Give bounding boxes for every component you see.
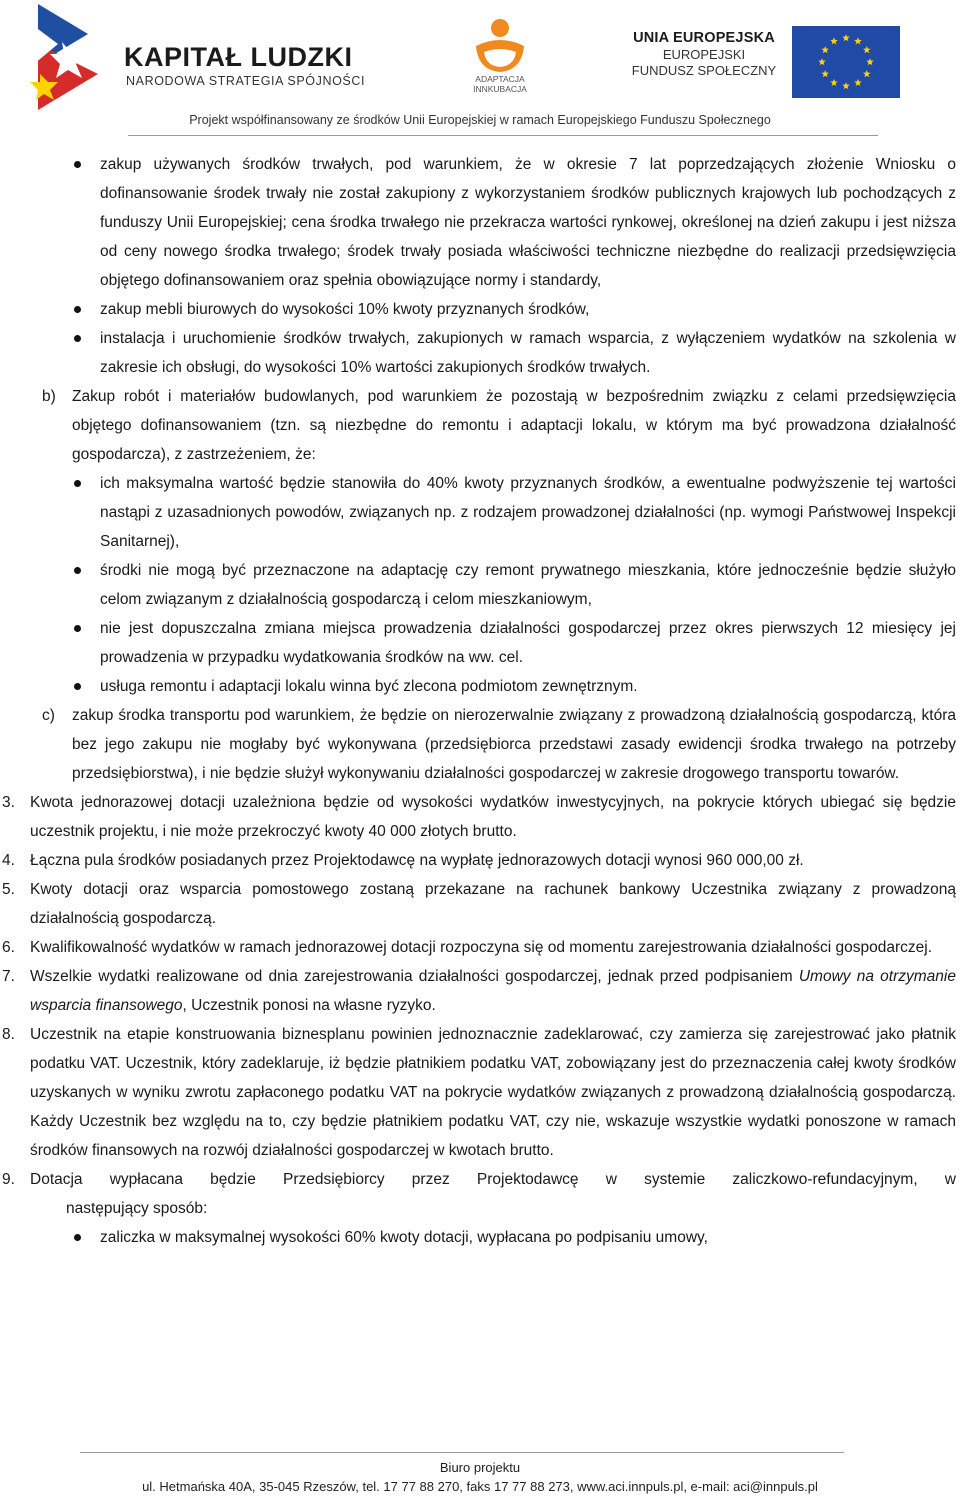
list-item bbox=[0, 469, 960, 556]
footer-divider bbox=[80, 1452, 844, 1453]
item-7 bbox=[0, 962, 960, 1020]
bullet-icon bbox=[74, 161, 81, 168]
adaptacja-line: ADAPTACJA bbox=[475, 74, 525, 84]
item-3-text: Kwota jednorazowej dotacji uzależniona będzie od wysokości wydatków inwestycyjnych, na pokrycie których ubiegać się będzie uczestnik projektu, i nie może przekroczyć kwoty 40 000 złotych brutto. bbox=[30, 794, 956, 840]
item-7-text-post: , Uczestnik ponosi na własne ryzyko. bbox=[182, 997, 436, 1014]
header-divider bbox=[128, 135, 878, 136]
cofinancing-caption: Projekt współfinansowany ze środków Unii Europejskiej w ramach Europejskiego Funduszu Społecznego bbox=[189, 113, 771, 127]
item-b bbox=[0, 382, 960, 469]
list-item bbox=[0, 672, 960, 701]
innkubacja-line: INNKUBACJA bbox=[473, 84, 527, 94]
item-6-text: Kwalifikowalność wydatków w ramach jednorazowej dotacji rozpoczyna się od momentu zarejestrowania działalności gospodarczej. bbox=[30, 939, 933, 956]
item-c-label: c) bbox=[42, 707, 55, 724]
item-b-text: Zakup robót i materiałów budowlanych, pod warunkiem że pozostają w bezpośrednim związku z celami przedsięwzięcia objętego dofinansowaniem (tzn. są niezbędne do remontu i adaptacji lokalu, w którym ma być prowadzona działalność gospodarcza), z zastrzeżeniem, że: bbox=[72, 388, 956, 463]
item-7-text-pre: Wszelkie wydatki realizowane od dnia zarejestrowania działalności gospodarczej, jednak przed podpisaniem bbox=[30, 968, 799, 985]
list-item-text: zaliczka w maksymalnej wysokości 60% kwoty dotacji, wypłacana po podpisaniu umowy, bbox=[100, 1229, 708, 1246]
item-5 bbox=[0, 875, 960, 933]
list-item-text: ich maksymalna wartość będzie stanowiła do 40% kwoty przyznanych środków, a ewentualne podwyższenie tej wartości nastąpi z uzasadnionych powodów, związanych np. z rodzajem prowadzonej działalności (np. wymogi Państwowej Inspekcji Sanitarnej), bbox=[100, 475, 956, 550]
item-6-label: 6. bbox=[2, 939, 15, 956]
footer-address: ul. Hetmańska 40A, 35-045 Rzeszów, tel. 17 77 88 270, faks 17 77 88 273, www.aci.innpuls.pl, e-mail: aci@innpuls.pl bbox=[142, 1479, 818, 1494]
item-b-label: b) bbox=[42, 388, 56, 405]
list-item-text: zakup używanych środków trwałych, pod warunkiem, że w okresie 7 lat poprzedzających złożenie Wniosku o dofinansowanie środek trwały nie został zakupiony z wykorzystaniem środków publicznych krajowych lub pochodzących z funduszy Unii Europejskiej; cena środka trwałego nie przekracza wartości rynkowej, określonej na dzień zakupu i jest niższa od ceny nowego środka trwałego; środek trwały posiada właściwości techniczne niezbędne do realizacji przedsięwzięcia objętego dofinansowaniem oraz spełnia obowiązujące normy i standardy, bbox=[100, 156, 956, 289]
item-4-label: 4. bbox=[2, 852, 15, 869]
list-item-text: środki nie mogą być przeznaczone na adaptację czy remont prywatnego mieszkania, które jednocześnie będzie służyło celom związanym z działalnością gospodarczą i celom mieszkaniowym, bbox=[100, 562, 956, 608]
kapital-ludzki-title: KAPITAŁ LUDZKI bbox=[124, 42, 353, 72]
item-9 bbox=[0, 1165, 960, 1223]
footer-title: Biuro projektu bbox=[439, 1460, 521, 1475]
kapital-ludzki-subtitle: NARODOWA STRATEGIA SPÓJNOŚCI bbox=[126, 74, 366, 88]
eu-flag-icon bbox=[792, 26, 900, 98]
list-item-text: nie jest dopuszczalna zmiana miejsca prowadzenia działalności gospodarczej przez okres pierwszych 12 miesięcy jej prowadzenia w przypadku wydatkowania środków na ww. cel. bbox=[100, 620, 956, 666]
eu-fund-label-2: FUNDUSZ SPOŁECZNY bbox=[631, 63, 777, 78]
list-item-text: usługa remontu i adaptacji lokalu winna być zlecona podmiotom zewnętrznym. bbox=[100, 678, 638, 695]
item-9-label: 9. bbox=[2, 1171, 15, 1188]
item-7-text-italic: Umowy na otrzymanie wsparcia finansowego bbox=[30, 968, 956, 1014]
item-7-label: 7. bbox=[2, 968, 15, 985]
eu-union-label: UNIA EUROPEJSKA bbox=[633, 30, 775, 46]
bullet-icon bbox=[74, 567, 81, 574]
page-header bbox=[0, 0, 960, 140]
eu-text-block bbox=[628, 30, 780, 78]
item-c-text: zakup środka transportu pod warunkiem, że będzie on nierozerwalnie związany z prowadzoną działalnością gospodarczą, która bez jego zakupu nie mogłaby być wykonywana (przedsiębiorca przedstawi zasady ewidencji środka trwałego na potrzeby przedsiębiorstwa), i nie będzie służył wykonywaniu działalności gospodarczej w zakresie drogowego transportu towarów. bbox=[72, 707, 956, 782]
item-9-line-2: następujący sposób: bbox=[66, 1200, 208, 1217]
item-8-text: Uczestnik na etapie konstruowania biznesplanu powinien jednoznacznie zadeklarować, czy zamierza się zarejestrować jako płatnik podatku VAT. Uczestnik, który zadeklaruje, iż będzie płatnikiem podatku VAT, zobowiązany jest do przeznaczenia całej kwoty środków uzyskanych w wyniku zwrotu zapłaconego podatku VAT na pokrycie wydatków związanych z prowadzoną działalnością gospodarczą. Każdy Uczestnik bez względu na to, czy będzie płatnikiem podatku VAT, czy nie, wskazuje wszystkie wydatki ponoszone w ramach środków finansowych na rozwój działalności gospodarczej w kwotach brutto. bbox=[30, 1026, 956, 1159]
bullet-icon bbox=[74, 335, 81, 342]
bullet-icon bbox=[74, 306, 81, 313]
item-4-text: Łączna pula środków posiadanych przez Projektodawcę na wypłatę jednorazowych dotacji wynosi 960 000,00 zł. bbox=[30, 852, 804, 869]
item-4 bbox=[0, 846, 960, 875]
list-item bbox=[0, 556, 960, 614]
list-item bbox=[0, 1223, 960, 1252]
bullet-icon bbox=[74, 683, 81, 690]
kapital-ludzki-logo bbox=[28, 4, 112, 110]
bullet-icon bbox=[74, 1234, 81, 1241]
document-body bbox=[0, 150, 960, 1252]
bullet-icon bbox=[74, 625, 81, 632]
list-item-text: zakup mebli biurowych do wysokości 10% kwoty przyznanych środków, bbox=[100, 301, 590, 318]
item-8-label: 8. bbox=[2, 1026, 15, 1043]
list-item bbox=[0, 150, 960, 295]
list-item bbox=[0, 295, 960, 324]
item-3 bbox=[0, 788, 960, 846]
eu-fund-label-1: EUROPEJSKI bbox=[662, 47, 746, 62]
list-item-text: instalacja i uruchomienie środków trwałych, zakupionych w ramach wsparcia, z wyłączeniem wydatków na szkolenia w zakresie ich obsługi, do wysokości 10% wartości zakupionych środków trwałych. bbox=[100, 330, 956, 376]
item-3-label: 3. bbox=[2, 794, 15, 811]
item-9-line-1: Dotacja wypłacana będzie Przedsiębiorcy przez Projektodawcę w systemie zaliczkowo-refundacyjnym, w bbox=[30, 1171, 956, 1188]
item-6 bbox=[0, 933, 960, 962]
bullet-icon bbox=[74, 480, 81, 487]
item-5-text: Kwoty dotacji oraz wsparcia pomostowego zostaną przekazane na rachunek bankowy Uczestnika związany z prowadzoną działalnością gospodarczą. bbox=[30, 881, 956, 927]
item-5-label: 5. bbox=[2, 881, 15, 898]
item-c bbox=[0, 701, 960, 788]
list-item bbox=[0, 614, 960, 672]
item-8 bbox=[0, 1020, 960, 1165]
adaptacja-text bbox=[456, 74, 544, 94]
list-item bbox=[0, 324, 960, 382]
